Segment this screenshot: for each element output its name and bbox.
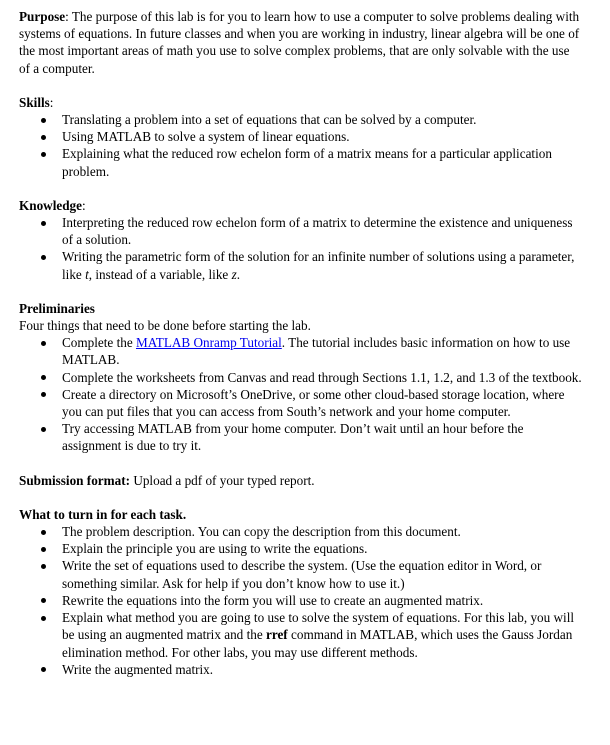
submission-label: Submission format: [19, 472, 131, 488]
list-item: Complete the MATLAB Onramp Tutorial. The tutorial includes basic information on how to use MATLAB. [19, 334, 582, 368]
preliminaries-heading [19, 300, 582, 317]
skills-list [19, 111, 582, 180]
list-item: Explaining what the reduced row echelon form of a matrix means for a particular application problem. [19, 145, 582, 179]
list-item: Interpreting the reduced row echelon form of a matrix to determine the existence and uniqueness of a solution. [19, 214, 582, 248]
turn-in-label: What to turn in for each task. [19, 506, 187, 522]
list-item: Write the augmented matrix. [19, 661, 582, 678]
preliminaries-label: Preliminaries [19, 300, 95, 316]
list-item: Using MATLAB to solve a system of linear equations. [19, 128, 582, 145]
knowledge-list [19, 214, 582, 283]
list-item: Write the set of equations used to describe the system. (Use the equation editor in Word, or something similar. Ask for help if you don’t know how to use it.) [19, 557, 582, 591]
variable-t: t [85, 266, 89, 282]
matlab-onramp-link[interactable]: MATLAB Onramp Tutorial [135, 335, 282, 351]
purpose-label: Purpose [19, 9, 66, 24]
turn-in-heading [19, 506, 582, 523]
list-item: Try accessing MATLAB from your home computer. Don’t wait until an hour before the assignment is due to try it. [19, 420, 582, 454]
submission-text: Upload a pdf of your typed report. [130, 472, 315, 488]
list-item: Writing the parametric form of the solution for an infinite number of solutions using a parameter, like t, instead of a variable, like z. [19, 248, 582, 282]
purpose-text: : The purpose of this lab is for you to learn how to use a computer to solve problems dealing with systems of equations. In future classes and when you are working in industry, linear algebra will be one of the most important areas of math you use to solve complex problems, that are only solvable with the use of a computer. [19, 9, 580, 76]
skills-label: Skills [19, 94, 50, 110]
preliminaries-intro: Four things that need to be done before starting the lab. [19, 318, 311, 334]
rref-command: rref [265, 627, 288, 643]
list-item: Explain the principle you are using to write the equations. [19, 540, 582, 557]
preliminaries-list [19, 334, 582, 454]
turn-in-list [19, 523, 582, 678]
variable-z: z [231, 266, 237, 282]
submission-paragraph [19, 472, 582, 489]
knowledge-heading: Knowledge: [19, 197, 86, 213]
knowledge-label: Knowledge [19, 197, 83, 213]
purpose-paragraph [19, 8, 582, 77]
list-item: Create a directory on Microsoft’s OneDrive, or some other cloud-based storage location, where you can put files that you can access from South’s network and your home computer. [19, 386, 582, 420]
list-item: Rewrite the equations into the form you will use to create an augmented matrix. [19, 592, 582, 609]
list-item: The problem description. You can copy the description from this document. [19, 523, 582, 540]
list-item: Explain what method you are going to use to solve the system of equations. For this lab, you will be using an augmented matrix and the rref command in MATLAB, which uses the Gauss Jordan elimination method. For other labs, you may use different methods. [19, 609, 582, 661]
list-item: Complete the worksheets from Canvas and read through Sections 1.1, 1.2, and 1.3 of the textbook. [19, 369, 582, 386]
skills-heading: Skills: [19, 94, 54, 110]
list-item: Translating a problem into a set of equations that can be solved by a computer. [19, 111, 582, 128]
